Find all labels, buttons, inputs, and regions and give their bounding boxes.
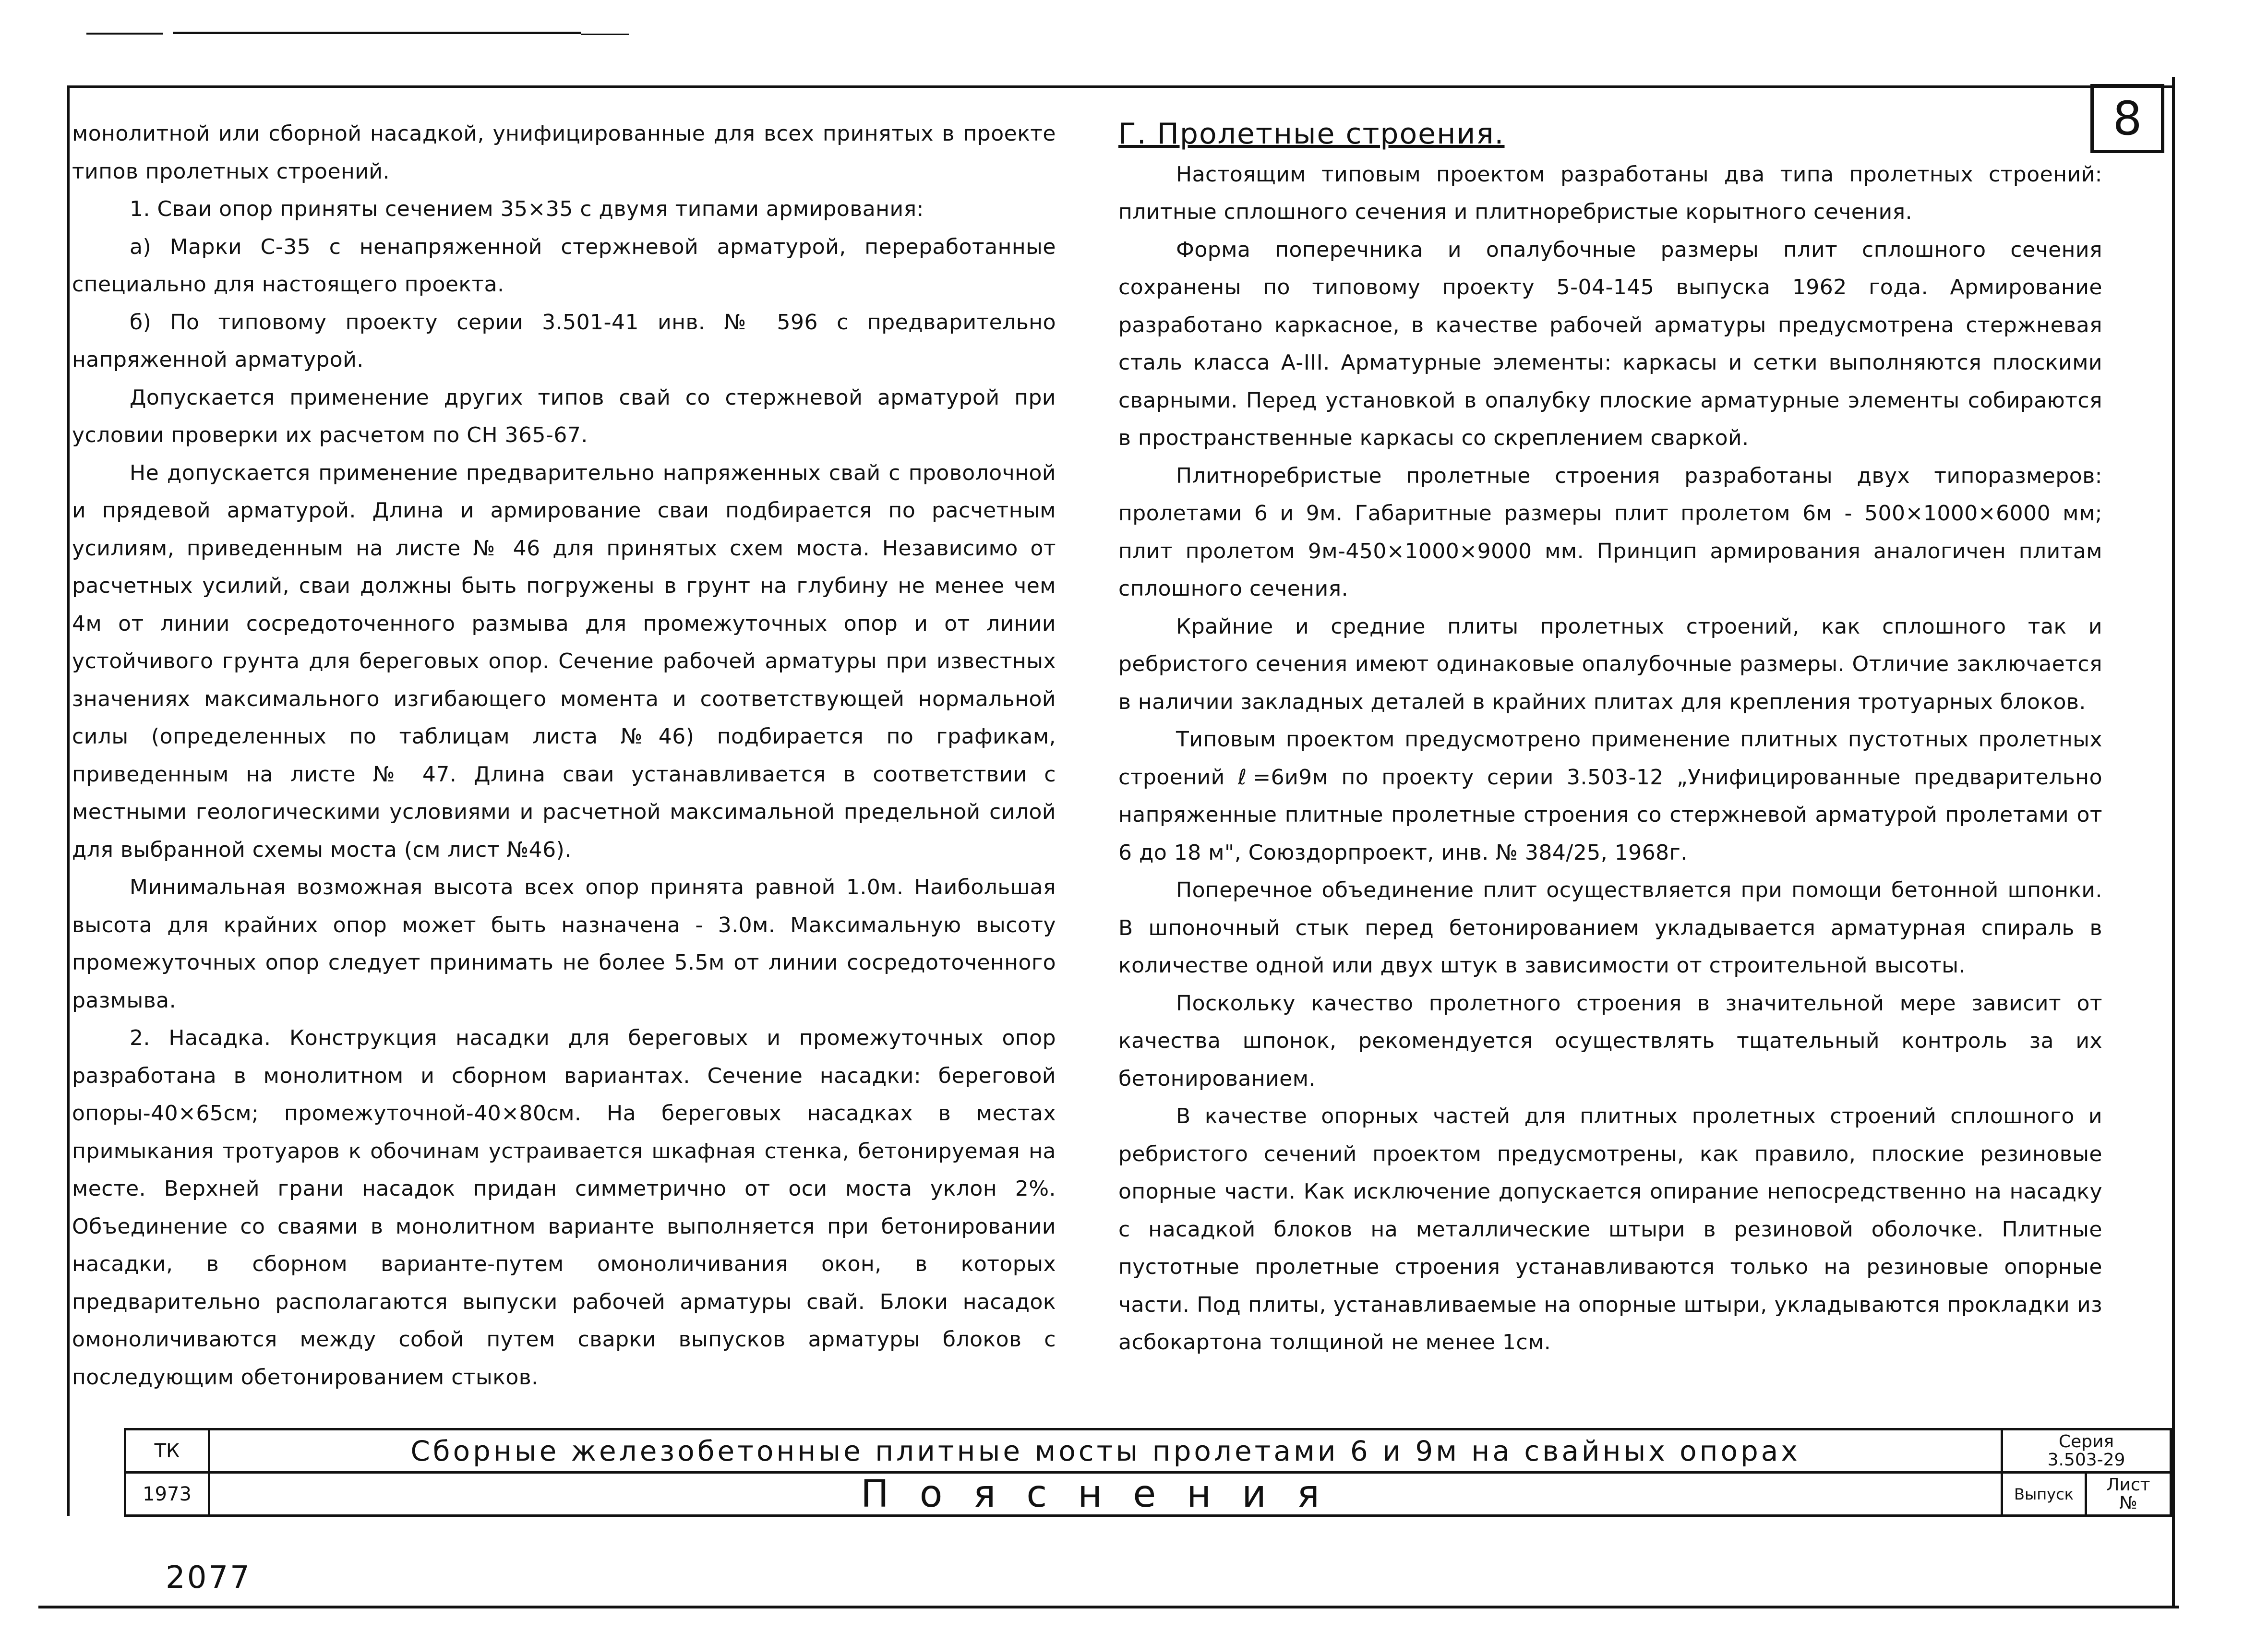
frame-left-line — [67, 85, 70, 1516]
top-border-line-2 — [173, 32, 581, 34]
left-paragraph-2: 1. Сваи опор приняты сечением 35×35 с двумя типами армирования: — [130, 197, 924, 221]
right-paragraph-2: Форма поперечника и опалубочные размеры плит сплошного сечения сохранены по типовому проекту 5-04-145 выпуска 1962 года. Армирование разработано каркасное, в качестве рабочей арматуры предусмотрена стержневая сталь класса А-III. Арматурные элементы: каркасы и сетки выполняются плоскими сварными. Перед установкой в опалубку плоские арматурные элементы собираются в пространственные каркасы со скреплением сваркой. — [1118, 237, 2102, 450]
left-paragraph-6: Не допускается применение предварительно напряженных свай с проволочной и прядевой арматурой. Длина и армирование сваи подбирается по расчетным усилиям, приведенным на листе № 46 для принятых схем моста. Независимо от расчетных усилий, сваи должны быть погружены в грунт на глубину не менее чем 4м от линии сосредоточенного размыва для промежуточных опор и от линии устойчивого грунта для береговых опор. Сечение рабочей арматуры при известных значениях максимального изгибающего момента и соответствующей нормальной силы (определенных по таблицам листа №46) подбирается по графикам, приведенным на листе № 47. Длина сваи устанавливается в соответствии с местными геологическими условиями и расчетной максимальной предельной силой для выбранной схемы моста (см лист №46). — [72, 460, 1056, 862]
title-block-title: Сборные железобетонные плитные мосты пролетами 6 и 9м на свайных опорах — [208, 1428, 2003, 1474]
right-paragraph-5: Типовым проектом предусмотрено применение плитных пустотных пролетных строений ℓ=6и9м по проекту серии 3.503-12 „Унифицированные предварительно напряженные плитные пролетные строения со стержневой арматурой пролетами от 6 до 18 м", Союздорпроект, инв. № 384/25, 1968г. — [1118, 727, 2102, 865]
left-text-column — [72, 115, 1056, 1396]
title-block-issue: Выпуск — [2001, 1471, 2087, 1517]
title-block-series — [2001, 1428, 2172, 1474]
top-border-line-1 — [86, 33, 163, 35]
sheet-number: 8 — [2090, 84, 2164, 153]
series-value: 3.503-29 — [2047, 1450, 2125, 1470]
archive-number: 2077 — [166, 1560, 252, 1596]
top-border-line-3 — [581, 34, 629, 35]
right-paragraph-4: Крайние и средние плиты пролетных строений, как сплошного так и ребристого сечения имеют одинаковые опалубочные размеры. Отличие заключается в наличии закладных деталей в крайних плитах для крепления тротуарных блоков. — [1118, 614, 2102, 714]
frame-right-line — [2172, 77, 2175, 1608]
sheet-no-label: № — [2119, 1493, 2137, 1513]
left-paragraph-4: б) По типовому проекту серии 3.501-41 инв. № 596 с предварительно напряженной арматурой. — [72, 310, 1056, 372]
right-paragraph-1: Настоящим типовым проектом разработаны два типа пролетных строений: плитные сплошного сечения и плитноребристые корытного сечения. — [1118, 162, 2102, 224]
series-label: Серия — [2058, 1431, 2114, 1452]
right-text-column — [1118, 115, 2102, 1362]
title-block-sheet — [2085, 1471, 2172, 1517]
frame-top-line — [67, 85, 2174, 88]
right-paragraph-8: В качестве опорных частей для плитных пролетных строений сплошного и ребристого сечений проектом предусмотрены, как правило, плоские резиновые опорные части. Как исключение допускается опирание непосредственно на насадку с насадкой блоков на металлические штыри в резиновой оболочке. Плитные пустотные пролетные строения устанавливаются только на резиновые опорные части. Под плиты, устанавливаемые на опорные штыри, укладываются прокладки из асбокартона толщиной не менее 1см. — [1118, 1104, 2102, 1355]
sheet-label: Лист — [2106, 1475, 2150, 1495]
title-block-subtitle: Пояснения — [208, 1471, 2003, 1517]
right-paragraph-6: Поперечное объединение плит осуществляется при помощи бетонной шпонки. В шпоночный стык перед бетонированием укладывается арматурная спираль в количестве одной или двух штук в зависимости от строительной высоты. — [1118, 878, 2102, 978]
left-paragraph-3: а) Марки С-35 с ненапряженной стержневой арматурой, переработанные специально для настоящего проекта. — [72, 234, 1056, 297]
title-block-org: ТК — [124, 1428, 210, 1474]
left-paragraph-7: Минимальная возможная высота всех опор принята равной 1.0м. Наибольшая высота для крайних опор может быть назначена - 3.0м. Максимальную высоту промежуточных опор следует принимать не более 5.5м от линии сосредоточенного размыва. — [72, 875, 1056, 1013]
section-heading: Г. Пролетные строения. — [1118, 117, 1505, 151]
title-block-year: 1973 — [124, 1471, 210, 1517]
frame-bottom-line — [38, 1606, 2179, 1608]
right-paragraph-7: Поскольку качество пролетного строения в значительной мере зависит от качества шпонок, рекомендуется осуществлять тщательный контроль за их бетонированием. — [1118, 991, 2102, 1091]
right-paragraph-3: Плитноребристые пролетные строения разработаны двух типоразмеров: пролетами 6 и 9м. Габаритные размеры плит пролетом 6м - 500×1000×6000 мм; плит пролетом 9м-450×1000×9000 мм. Принцип армирования аналогичен плитам сплошного сечения. — [1118, 463, 2102, 601]
left-paragraph-8: 2. Насадка. Конструкция насадки для береговых и промежуточных опор разработана в монолитном и сборном вариантах. Сечение насадки: береговой опоры-40×65см; промежуточной-40×80см. На береговых насадках в местах примыкания тротуаров к обочинам устраивается шкафная стенка, бетонируемая на месте. Верхней грани насадок придан симметрично от оси моста уклон 2%. Объединение со сваями в монолитном варианте выполняется при бетонировании насадки, в сборном варианте-путем омоноличивания окон, в которых предварительно располагаются выпуски рабочей арматуры свай. Блоки насадок омоноличиваются между собой путем сварки выпусков арматуры блоков с последующим обетонированием стыков. — [72, 1026, 1056, 1390]
left-paragraph-5: Допускается применение других типов свай со стержневой арматурой при условии проверки их расчетом по СН 365-67. — [72, 385, 1056, 447]
left-paragraph-1: монолитной или сборной насадкой, унифицированные для всех принятых в проекте типов пролетных строений. — [72, 121, 1056, 184]
